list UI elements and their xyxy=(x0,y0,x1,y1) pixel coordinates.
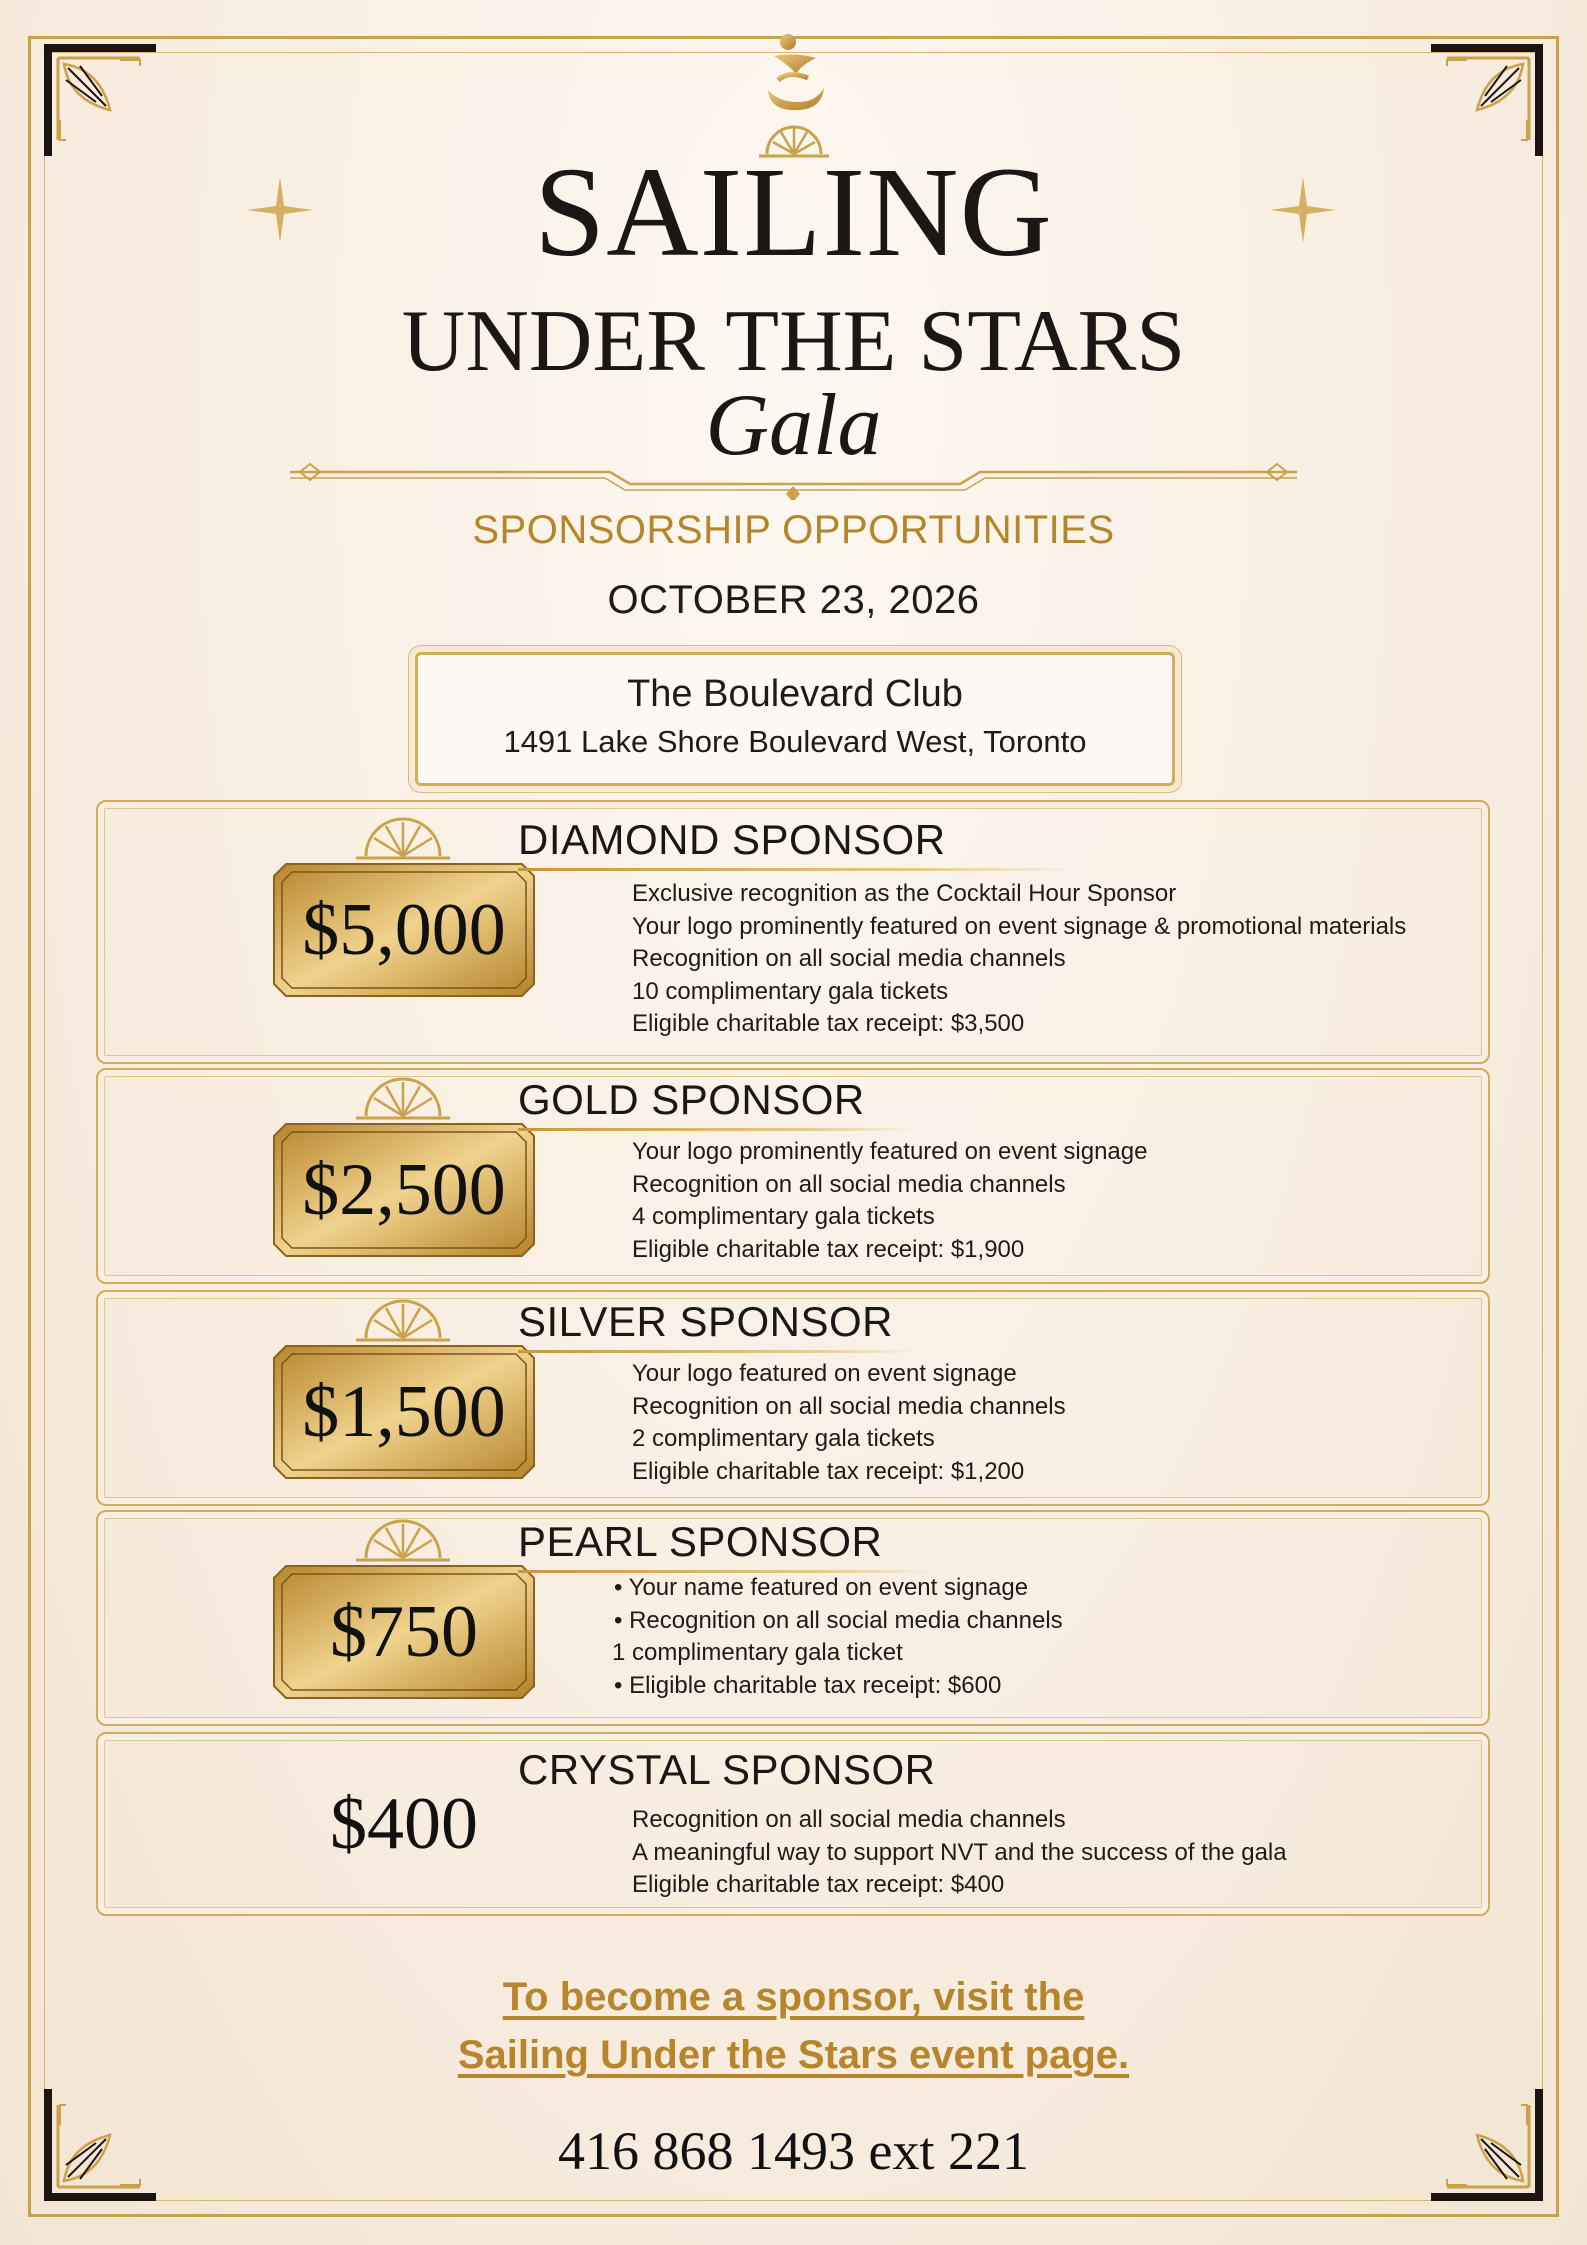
price-plaque xyxy=(270,1342,538,1482)
fan-ornament-icon xyxy=(348,1514,458,1564)
price-plaque xyxy=(270,1562,538,1702)
benefit-item: • Your name featured on event signage xyxy=(614,1574,1029,1601)
tier-underline xyxy=(518,1350,918,1353)
sponsor-tier-diamond xyxy=(96,800,1490,1064)
sponsor-tier-gold xyxy=(96,1068,1490,1284)
tier-name: GOLD SPONSOR xyxy=(518,1076,865,1123)
price-amount: $1,500 xyxy=(302,1370,506,1453)
event-gala-label: Gala xyxy=(705,377,882,474)
cta-line-2[interactable]: Sailing Under the Stars event page. xyxy=(457,2033,1130,2077)
tier-name: PEARL SPONSOR xyxy=(518,1518,883,1565)
event-date: OCTOBER 23, 2026 xyxy=(607,578,980,622)
sponsor-cta-link[interactable] xyxy=(0,1968,1587,2084)
tier-name: DIAMOND SPONSOR xyxy=(518,816,946,863)
benefit-item: 2 complimentary gala tickets xyxy=(632,1425,935,1452)
benefit-item: Eligible charitable tax receipt: $1,200 xyxy=(632,1457,1025,1485)
benefit-item: Eligible charitable tax receipt: $1,900 xyxy=(632,1235,1025,1263)
benefit-item: 4 complimentary gala tickets xyxy=(632,1203,935,1230)
benefit-item: Eligible charitable tax receipt: $3,500 xyxy=(632,1010,1025,1037)
benefit-item: Recognition on all social media channels xyxy=(632,1392,1066,1420)
benefit-item: Your logo prominently featured on event signage & promotional materials xyxy=(632,912,1407,940)
benefit-list xyxy=(614,1572,1063,1702)
sponsor-tier-silver xyxy=(96,1290,1490,1506)
fan-ornament-icon xyxy=(348,1294,458,1344)
tier-name: SILVER SPONSOR xyxy=(518,1298,893,1345)
cta-line-1[interactable]: To become a sponsor, visit the xyxy=(502,1975,1085,2019)
benefit-item: • Recognition on all social media channels xyxy=(614,1606,1063,1634)
benefit-list xyxy=(632,878,1406,1041)
benefit-item: Your logo prominently featured on event signage xyxy=(632,1138,1148,1165)
benefit-item: A meaningful way to support NVT and the success of the gala xyxy=(632,1838,1287,1866)
benefit-list xyxy=(632,1136,1147,1266)
benefit-item: Exclusive recognition as the Cocktail Hour Sponsor xyxy=(632,880,1177,907)
benefit-list xyxy=(632,1804,1287,1902)
benefit-item: Eligible charitable tax receipt: $400 xyxy=(632,1871,1005,1898)
price-plaque xyxy=(270,860,538,1000)
venue-address: 1491 Lake Shore Boulevard West, Toronto xyxy=(503,724,1087,759)
venue-box xyxy=(415,652,1175,786)
event-title: SAILING xyxy=(534,141,1053,283)
sponsorship-heading: SPONSORSHIP OPPORTUNITIES xyxy=(472,508,1115,552)
organization-logo-icon xyxy=(760,30,830,120)
price-amount: $2,500 xyxy=(302,1148,506,1231)
title-divider-ornament xyxy=(270,450,1317,500)
event-subtitle: UNDER THE STARS xyxy=(401,293,1186,390)
benefit-item: Your logo featured on event signage xyxy=(632,1360,1017,1387)
price-plaque xyxy=(270,1120,538,1260)
benefit-item: Recognition on all social media channels xyxy=(632,945,1066,972)
benefit-list xyxy=(632,1358,1066,1488)
fan-ornament-icon xyxy=(348,1072,458,1122)
venue-name: The Boulevard Club xyxy=(627,673,963,715)
benefit-item: 1 complimentary gala ticket xyxy=(612,1639,903,1666)
benefit-item: Recognition on all social media channels xyxy=(632,1170,1066,1198)
tier-name: CRYSTAL SPONSOR xyxy=(518,1746,936,1793)
contact-phone: 416 868 1493 ext 221 xyxy=(558,2121,1029,2181)
benefit-item: • Eligible charitable tax receipt: $600 xyxy=(614,1671,1002,1699)
sponsor-tier-pearl xyxy=(96,1510,1490,1726)
art-deco-corner-top-right xyxy=(1427,40,1547,160)
sponsor-tier-crystal xyxy=(96,1732,1490,1916)
benefit-item: Recognition on all social media channels xyxy=(632,1806,1066,1833)
price-amount: $400 xyxy=(330,1782,478,1865)
price-amount: $5,000 xyxy=(302,888,506,971)
price-amount: $750 xyxy=(330,1590,478,1673)
tier-underline xyxy=(518,868,1078,871)
tier-underline xyxy=(518,1128,918,1131)
benefit-item: 10 complimentary gala tickets xyxy=(632,977,949,1005)
art-deco-corner-top-left xyxy=(40,40,160,160)
fan-ornament-icon xyxy=(348,812,458,862)
